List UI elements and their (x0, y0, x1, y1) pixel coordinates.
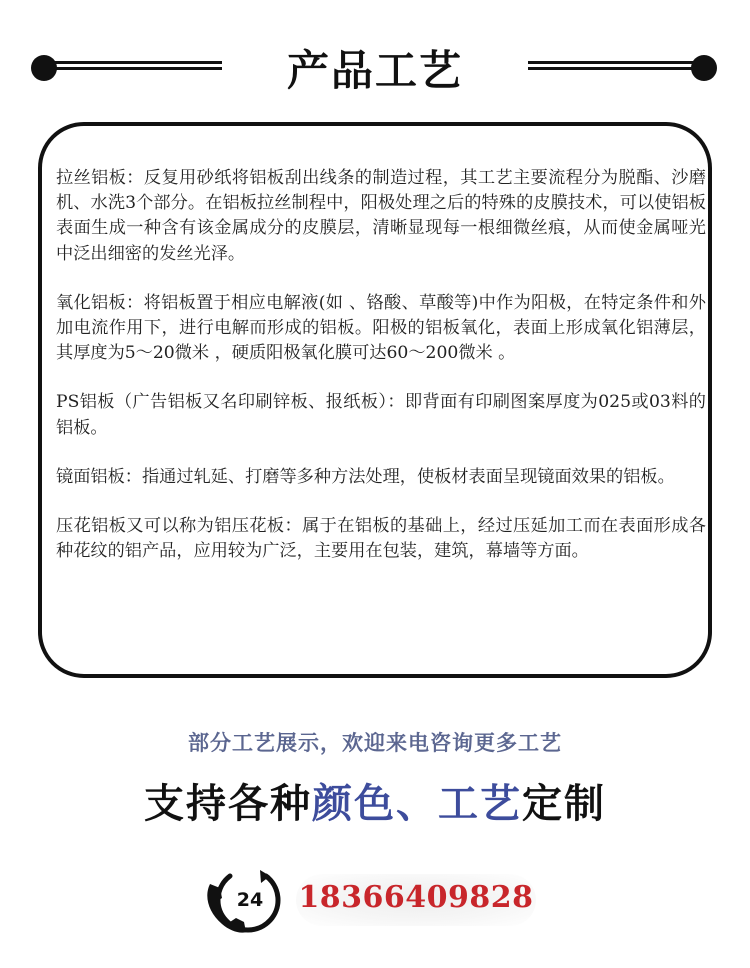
phone-number[interactable]: 18366409828 (298, 880, 534, 915)
headline-part1: 支持各种 (144, 781, 312, 827)
footer-headline (0, 772, 750, 829)
title-decoration-right-line (528, 61, 698, 70)
headline-separator: 、 (396, 781, 438, 827)
headline-part2: 定制 (522, 781, 606, 827)
paragraph-embossed-aluminum: 压花铝板又可以称为铝压花板：属于在铝板的基础上，经过压延加工而在表面形成各种花纹的铝产品，应用较为广泛，主要用在包装，建筑，幕墙等方面。 (56, 516, 706, 562)
process-description-card (38, 122, 712, 678)
process-description-list (56, 166, 706, 588)
paragraph-mirror-aluminum: 镜面铝板：指通过轧延、打磨等多种方法处理，使板材表面呈现镜面效果的铝板。 (56, 466, 675, 487)
page-title: 产品工艺 (286, 46, 463, 95)
paragraph-anodized-aluminum: 氧化铝板：将铝板置于相应电解液(如 、铬酸、草酸等)中作为阳极，在特定条件和外加电流作用下，进行电解而形成的铝板。阳极的铝板氧化，表面上形成氧化铝薄层，其厚度为5～20微米 ，硬质阳极氧化膜可达60～200微米 。 (56, 292, 706, 364)
headline-highlight-process: 工艺 (438, 781, 522, 827)
title-decoration-right-dot (691, 55, 717, 81)
footer-subtitle: 部分工艺展示，欢迎来电咨询更多工艺 (188, 731, 562, 755)
paragraph-ps-aluminum: PS铝板（广告铝板又名印刷锌板、报纸板）：即背面有印刷图案厚度为025或03料的铝板。 (56, 392, 706, 438)
phone-icon-label: 24 (236, 889, 264, 911)
phone-24h-icon (200, 866, 296, 938)
headline-highlight-color: 颜色 (312, 781, 396, 827)
paragraph-brushed-aluminum: 拉丝铝板：反复用砂纸将铝板刮出线条的制造过程，其工艺主要流程分为脱酯、沙磨机、水洗3个部分。在铝板拉丝制程中，阳极处理之后的特殊的皮膜技术，可以使铝板表面生成一种含有该金属成分的皮膜层，清晰显现每一根细微丝痕，从而使金属哑光中泛出细密的发丝光泽。 (56, 168, 706, 264)
contact-phone-block (200, 866, 540, 946)
title-band (0, 28, 750, 108)
